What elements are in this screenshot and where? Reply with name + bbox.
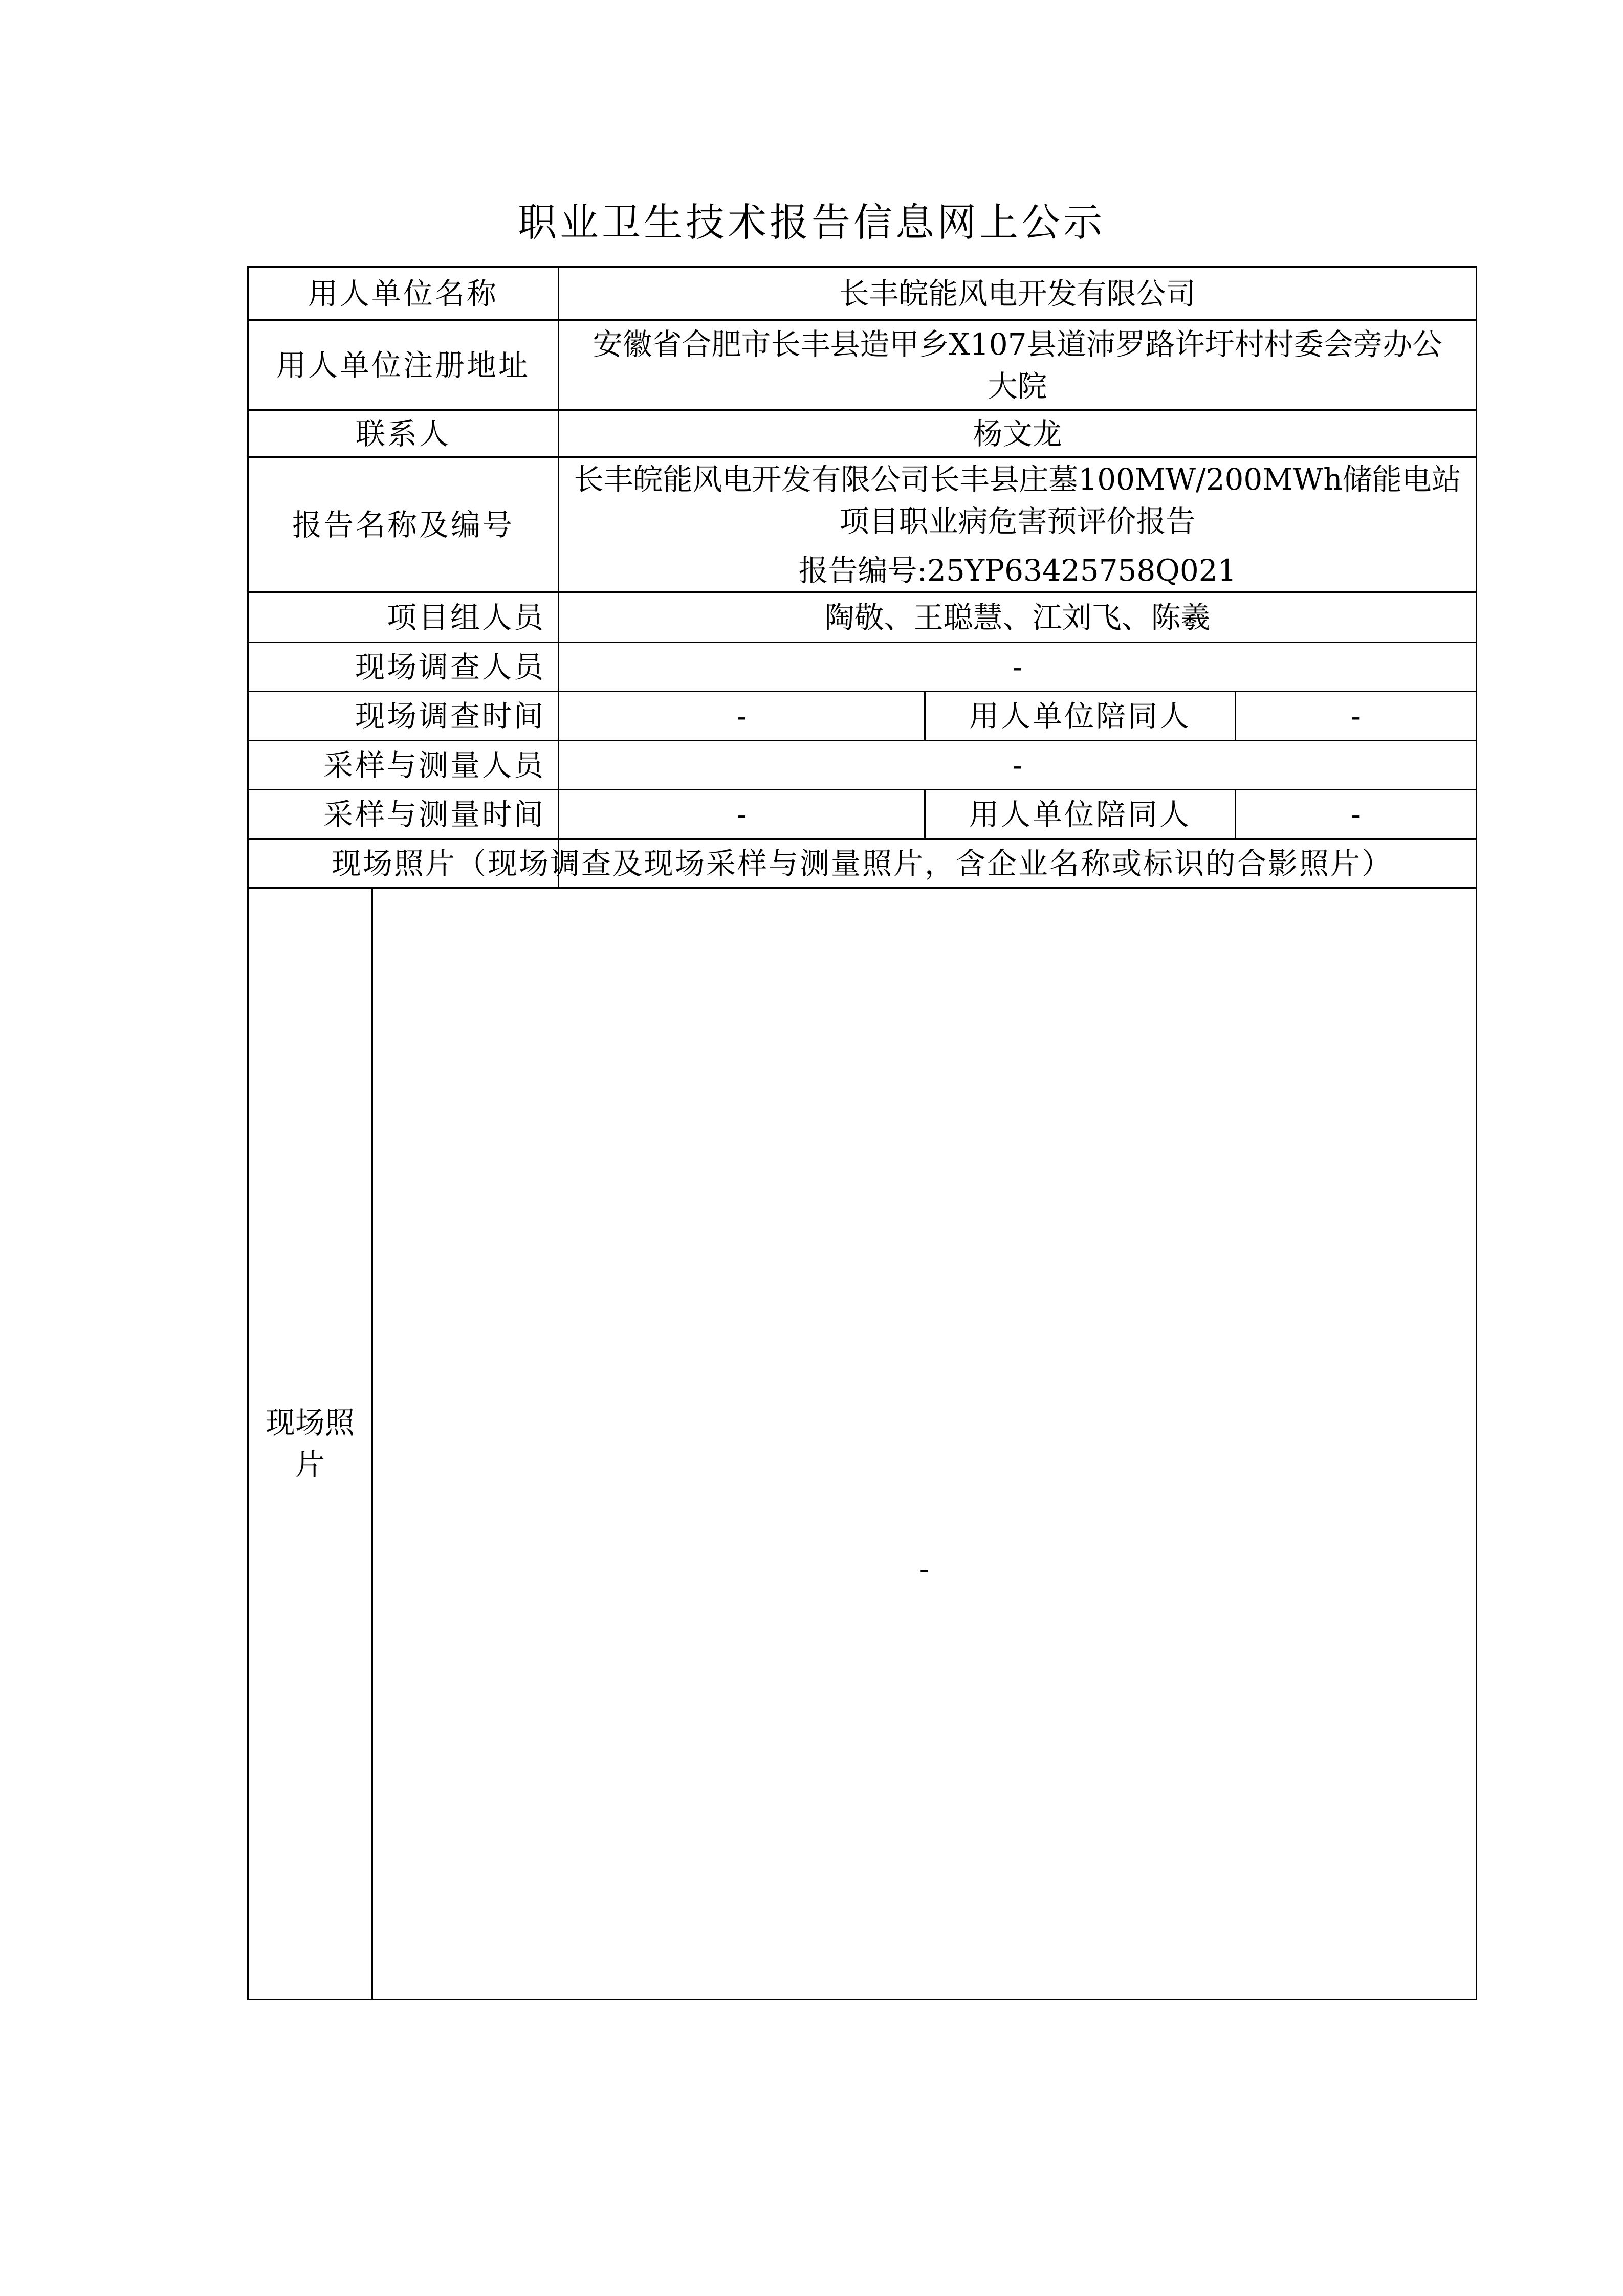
page-title: 职业卫生技术报告信息网上公示 (518, 200, 1105, 245)
sampling-escort-label: 用人单位陪同人 (969, 797, 1191, 832)
report-number: 报告编号:25YP63425758Q021 (798, 553, 1237, 588)
table-line (1476, 266, 1477, 2000)
survey-escort-value: - (1351, 698, 1361, 734)
contact-value: 杨文龙 (973, 416, 1062, 451)
employer-address-label: 用人单位注册地址 (276, 347, 530, 383)
contact-label: 联系人 (355, 416, 451, 451)
sampling-staff-label: 采样与测量人员 (323, 747, 545, 783)
sampling-time-value: - (736, 797, 747, 832)
survey-time-label: 现场调查时间 (355, 698, 545, 734)
sampling-time-label: 采样与测量时间 (323, 797, 545, 832)
report-label: 报告名称及编号 (292, 507, 514, 542)
survey-staff-value: - (1012, 649, 1023, 685)
sampling-escort-value: - (1351, 797, 1361, 832)
photos-label (249, 889, 371, 1999)
report-name-line2: 项目职业病危害预评价报告 (839, 503, 1196, 539)
disclosure-table (247, 266, 1477, 2000)
sampling-staff-value: - (1012, 747, 1023, 783)
report-value (559, 458, 1476, 591)
photos-area: - (919, 1551, 930, 1586)
employer-address-line1: 安徽省合肥市长丰县造甲乡X107县道沛罗路许圩村村委会旁办公 (593, 326, 1442, 362)
survey-time-value: - (736, 698, 747, 734)
employer-address-value (559, 321, 1476, 409)
project-members-value: 陶敬、王聪慧、江刘飞、陈羲 (824, 600, 1211, 635)
employer-address-line2: 大院 (988, 368, 1047, 404)
photos-label-line1: 现场照 (265, 1405, 355, 1440)
photos-label-line2: 片 (295, 1447, 325, 1482)
survey-escort-label: 用人单位陪同人 (969, 698, 1191, 734)
project-members-label: 项目组人员 (386, 600, 545, 635)
table-line (247, 1999, 1477, 2000)
photos-header: 现场照片（现场调查及现场采样与测量照片，含企业名称或标识的合影照片） (331, 846, 1393, 881)
employer-name-label: 用人单位名称 (308, 276, 498, 311)
report-name-line1: 长丰皖能风电开发有限公司长丰县庄墓100MW/200MWh储能电站 (574, 461, 1461, 497)
survey-staff-label: 现场调查人员 (355, 649, 545, 685)
employer-name-value: 长丰皖能风电开发有限公司 (839, 276, 1196, 311)
